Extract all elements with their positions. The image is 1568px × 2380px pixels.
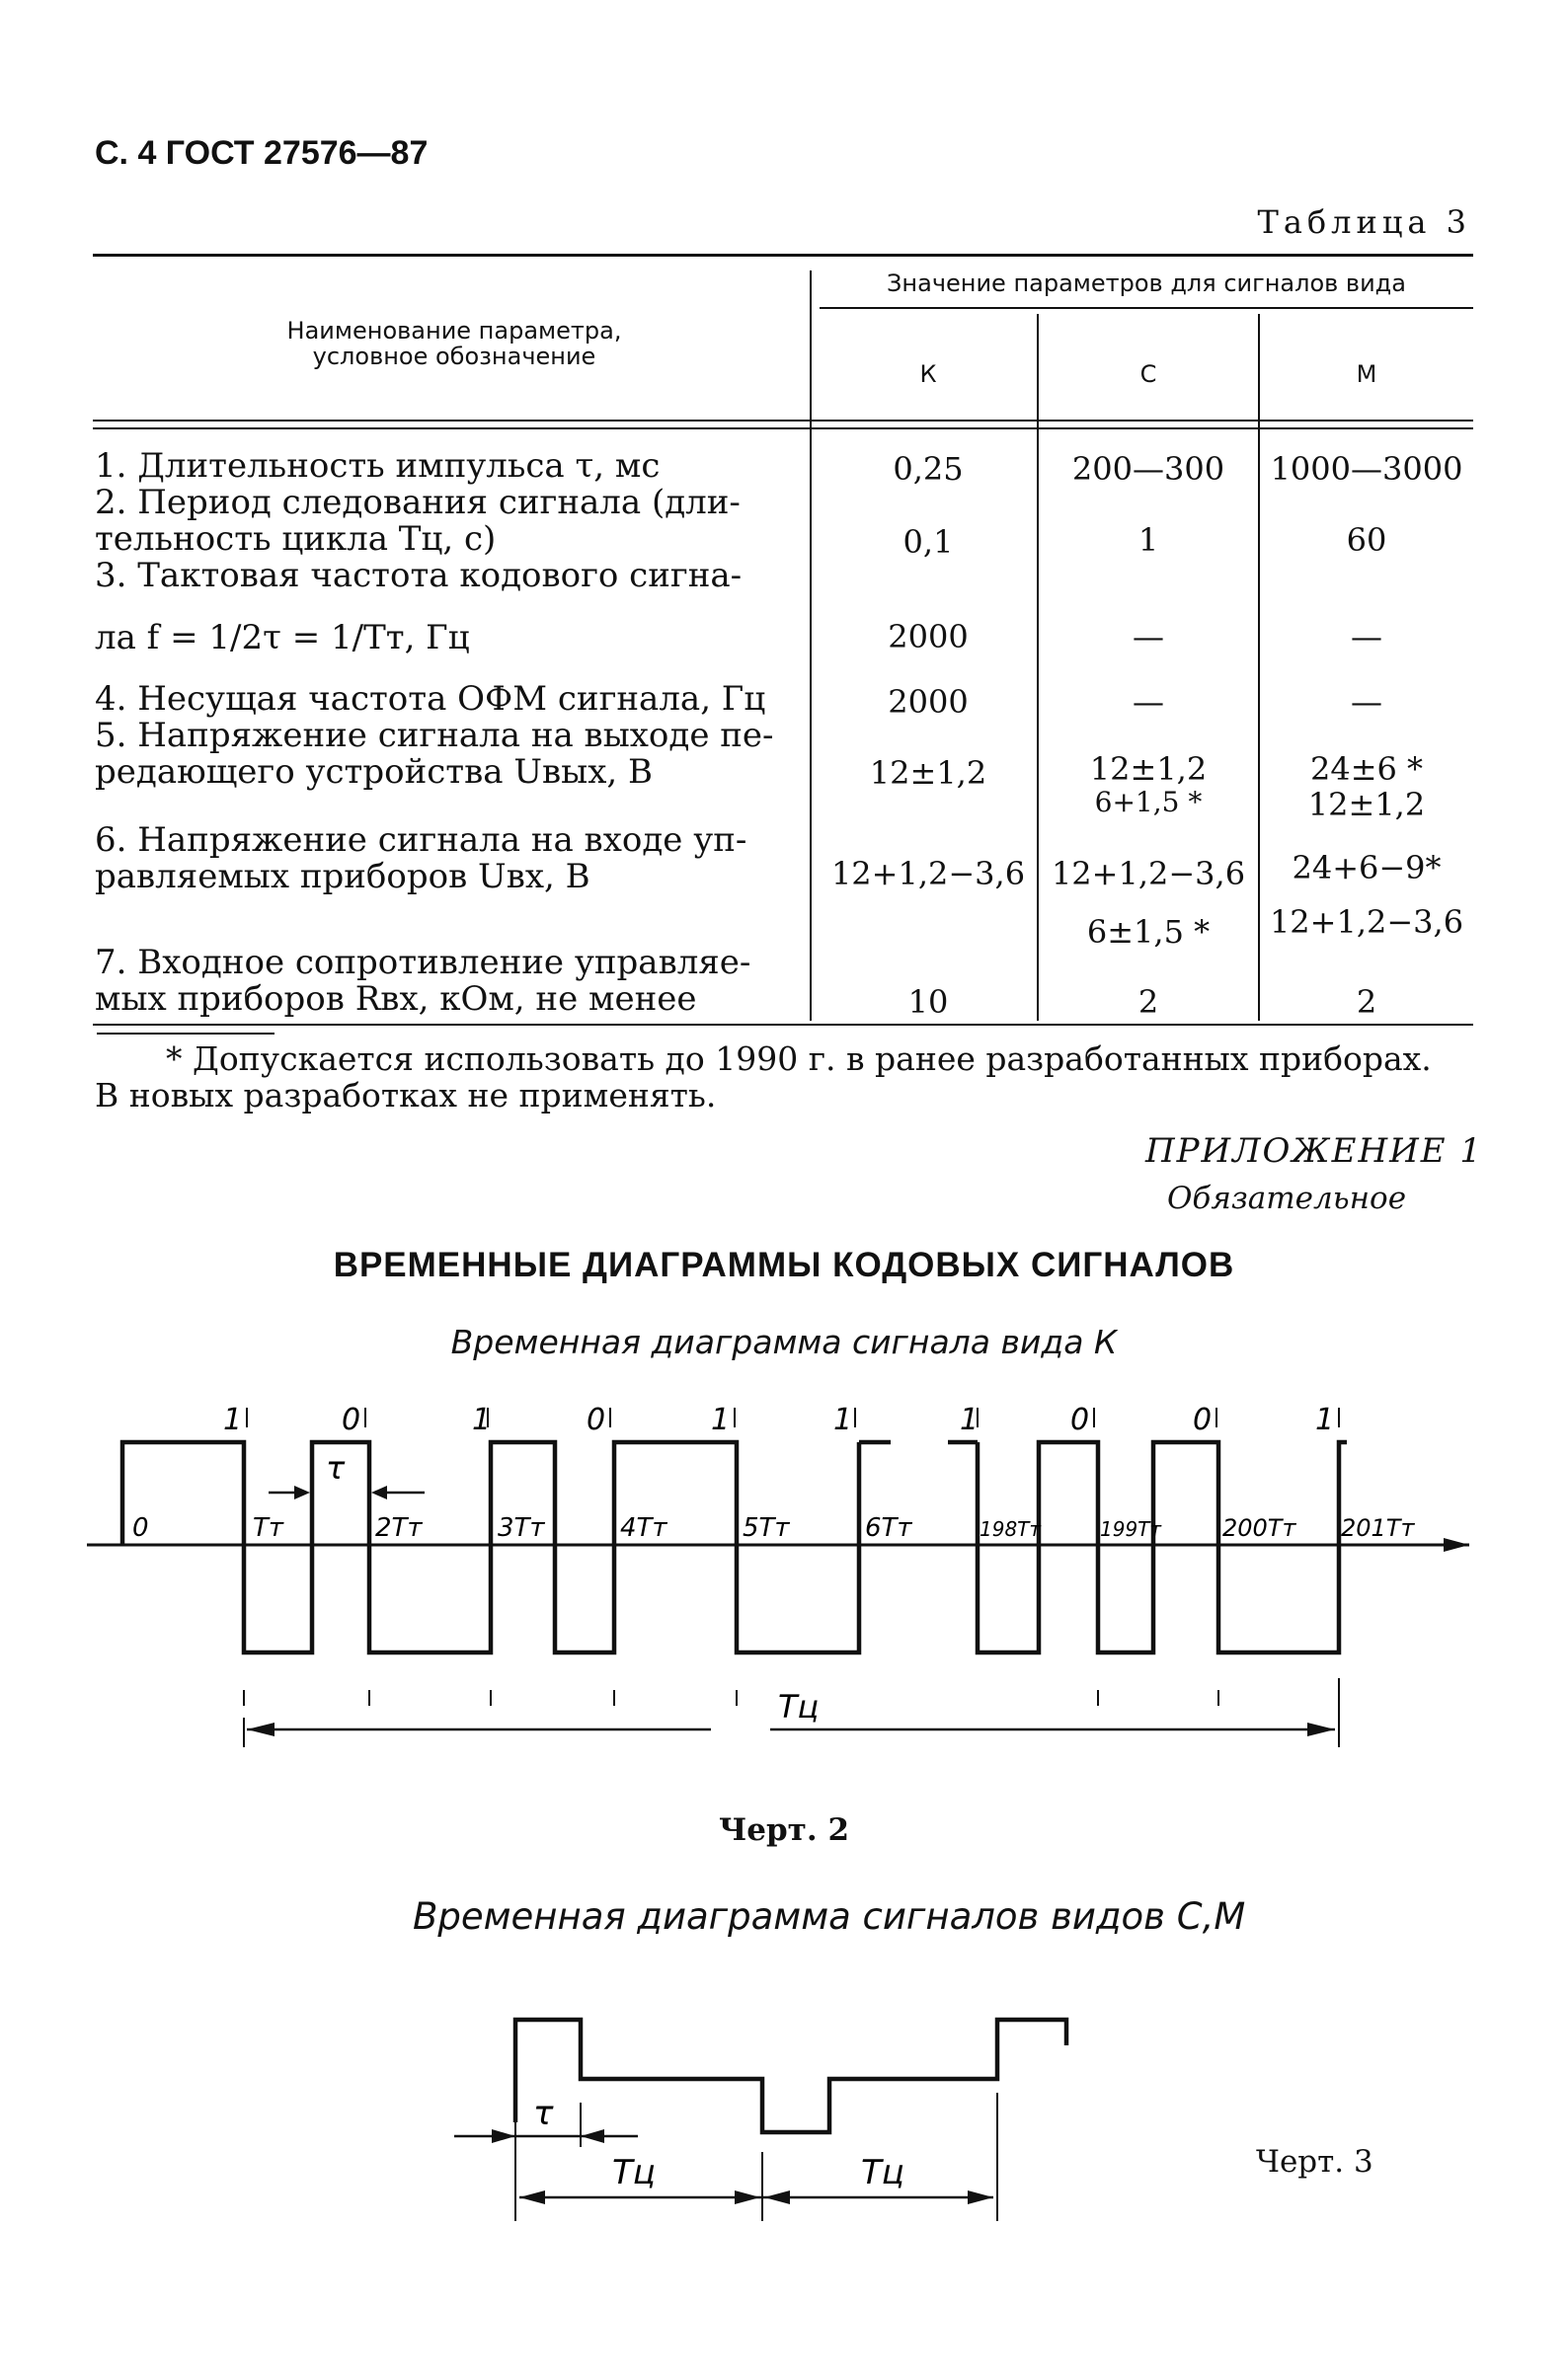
table-row-2-label-line-2: тельность цикла Tц, с): [95, 519, 497, 559]
cell-k-row-6: 12+1,2−3,6: [830, 855, 1026, 892]
values-header: Значение параметров для сигналов вида: [887, 269, 1406, 297]
cell-m-row-2: 60: [1346, 521, 1387, 559]
cell-m-row-5: 24±6 *: [1309, 750, 1424, 788]
column-header-m: М: [1356, 360, 1377, 388]
footnote-line-2: В новых разработках не применять.: [95, 1076, 717, 1114]
table-row-1-label: 1. Длительность импульса τ, мс: [95, 446, 661, 486]
cell-c-row-6-extra: 6±1,5 *: [1086, 913, 1211, 951]
cell-m-row-6: 24+6−9*: [1292, 849, 1442, 886]
cell-m-row-4: —: [1351, 683, 1382, 721]
cell-k-row-4: 2000: [888, 683, 969, 721]
table-row-6-label-line-2: равляемых приборов Uвх, В: [95, 857, 590, 896]
column-header-k: К: [919, 360, 937, 388]
appendix-title: ВРЕМЕННЫЕ ДИАГРАММЫ КОДОВЫХ СИГНАЛОВ: [333, 1246, 1235, 1284]
cell-m-row-3: —: [1351, 618, 1382, 655]
diagram-k-bit-label: 1: [711, 1403, 731, 1437]
cell-m-row-1: 1000—3000: [1270, 450, 1463, 488]
diagram-k-tick-label: 3Tт: [498, 1513, 545, 1543]
table-row-3-label-line-1: 3. Тактовая частота кодового сигна-: [95, 556, 743, 595]
diagram-k-tick-label: Tт: [253, 1513, 284, 1543]
cell-k-row-7: 10: [907, 983, 949, 1021]
cell-c-row-4: —: [1133, 683, 1164, 721]
diagram-k-tick-label: 200Tт: [1222, 1514, 1296, 1542]
cell-k-row-2: 0,1: [902, 523, 954, 561]
cell-m-row-5-extra: 12±1,2: [1307, 786, 1426, 823]
table-row-7-label-line-1: 7. Входное сопротивление управляе-: [95, 943, 751, 982]
diagram-k-tick-label: 201Tт: [1341, 1514, 1415, 1542]
appendix-label: ПРИЛОЖЕНИЕ 1: [1145, 1131, 1484, 1171]
param-header-line-2: условное обозначение: [312, 343, 596, 371]
diagram-cm-caption: Черт. 3: [1256, 2144, 1373, 2180]
diagram-k-bit-label: 1: [223, 1403, 243, 1437]
cell-c-row-5: 12±1,2: [1089, 750, 1208, 788]
diagram-k-bit-label: 0: [587, 1403, 606, 1437]
table-row-6-label-line-1: 6. Напряжение сигнала на входе уп-: [95, 820, 747, 860]
diagram-cm-cycle-label-1: Tц: [612, 2153, 656, 2192]
table-row-5-label-line-1: 5. Напряжение сигнала на выходе пе-: [95, 716, 774, 755]
diagram-cm-subtitle: Временная диаграмма сигналов видов С,М: [413, 1895, 1246, 1938]
param-header-line-1: Наименование параметра,: [286, 317, 622, 345]
cell-c-row-3: —: [1133, 618, 1164, 655]
appendix-status: Обязательное: [1167, 1181, 1407, 1216]
diagram-cm-tau-arrowhead-left: [492, 2129, 515, 2143]
diagram-k-bit-label: 1: [960, 1403, 980, 1437]
table-row-3-label-line-2: ла f = 1/2τ = 1/Tт, Гц: [95, 618, 470, 657]
diagram-k-tick-label: 0: [132, 1513, 149, 1543]
cell-k-row-3: 2000: [888, 618, 969, 655]
diagram-k-bit-label: 1: [833, 1403, 853, 1437]
cell-k-row-5: 12±1,2: [869, 754, 987, 792]
table-row-7-label-line-2: мых приборов Rвх, кОм, не менее: [95, 979, 697, 1019]
diagram-k-tick-label: 199Tт: [1100, 1517, 1162, 1541]
table-row-5-label-line-2: редающего устройства Uвых, В: [95, 752, 653, 792]
cell-c-row-5-extra: 6+1,5 *: [1094, 786, 1203, 818]
footnote-line-1: * Допускается использовать до 1990 г. в ранее разработанных приборах.: [166, 1039, 1432, 1078]
cell-k-row-1: 0,25: [893, 450, 964, 488]
diagram-cm-cycle-arrowhead-3: [764, 2190, 790, 2204]
diagram-cm-cycle-label-2: Tц: [861, 2153, 904, 2192]
diagram-cm-cycle-arrowhead-4: [968, 2190, 993, 2204]
diagram-k-bit-label: 0: [1070, 1403, 1090, 1437]
table-row-2-label-line-1: 2. Период следования сигнала (дли-: [95, 483, 741, 522]
table-row-4-label: 4. Несущая частота ОФМ сигнала, Гц: [95, 679, 766, 719]
table-caption: Таблица 3: [1257, 203, 1471, 241]
diagram-k-tick-label: 4Tт: [620, 1513, 667, 1543]
diagram-cm-tau-arrowhead-right: [581, 2129, 604, 2143]
diagram-k-caption: Черт. 2: [718, 1812, 850, 1848]
diagram-k-tick-label: 2Tт: [375, 1513, 423, 1543]
cell-c-row-2: 1: [1137, 521, 1159, 559]
page-header: С. 4 ГОСТ 27576—87: [95, 134, 429, 172]
diagram-k-bit-label: 0: [1193, 1403, 1213, 1437]
diagram-k-cycle-label: Tц: [778, 1688, 820, 1726]
diagram-k-tick-label: 6Tт: [865, 1513, 912, 1543]
cell-c-row-6: 12+1,2−3,6: [1051, 855, 1246, 892]
diagram-k-tau-label: τ: [326, 1449, 346, 1487]
diagram-k-bit-label: 1: [1315, 1403, 1335, 1437]
cell-c-row-7: 2: [1137, 983, 1159, 1021]
cell-m-row-6-extra: 12+1,2−3,6: [1269, 903, 1464, 941]
diagram-k-bit-label: 1: [472, 1403, 492, 1437]
cell-m-row-7: 2: [1356, 983, 1377, 1021]
diagram-cm-cycle-arrowhead-1: [519, 2190, 545, 2204]
diagram-cm-waveform: [515, 2020, 1066, 2132]
diagram-k-bit-label: 0: [342, 1403, 361, 1437]
diagram-k-tick-label: 5Tт: [743, 1513, 790, 1543]
diagram-cm-cycle-arrowhead-2: [735, 2190, 760, 2204]
column-header-c: С: [1139, 360, 1157, 388]
cell-c-row-1: 200—300: [1071, 450, 1225, 488]
diagram-k-tick-label: 198Tт: [980, 1517, 1042, 1541]
diagram-cm-tau-label: τ: [533, 2094, 554, 2133]
diagram-k-subtitle: Временная диаграмма сигнала вида К: [450, 1323, 1118, 1361]
